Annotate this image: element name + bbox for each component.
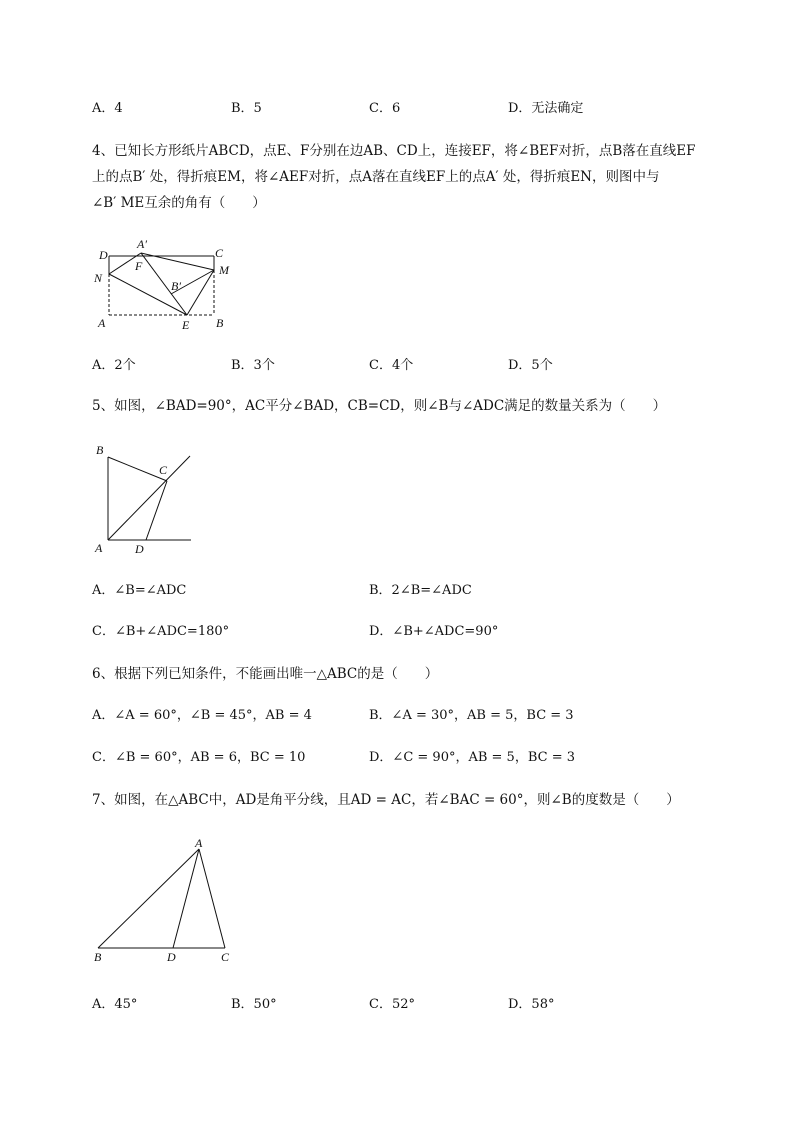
q7-label-c: C [221, 950, 230, 964]
q6-option-d: D．∠C = 90°，AB = 5，BC = 3 [369, 750, 576, 765]
q4-stem-line-2: 上的点B′ 处，得折痕EM，将∠AEF对折，点A落在直线EF上的点A′ 处，得折痕EN，则图中与 [92, 169, 660, 185]
q7-option-a: A．45° [92, 997, 138, 1012]
q4-stem-line-1: 4、已知长方形纸片ABCD，点E、F分别在边AB、CD上，连接EF，将∠BEF对折，点B落在直线EF [92, 143, 696, 159]
q4-option-b: B．3个 [231, 358, 275, 373]
q3-option-d: D．无法确定 [508, 101, 584, 116]
q4-label-b-prime: B′ [171, 279, 181, 293]
q6-option-c: C．∠B = 60°，AB = 6，BC = 10 [92, 750, 306, 765]
q4-label-c: C [215, 246, 224, 260]
q7-stem: 7、如图，在△ABC中，AD是角平分线，且AD = AC，若∠BAC = 60°，则∠B的度数是（ ） [92, 792, 680, 808]
q5-stem: 5、如图，∠BAD=90°，AC平分∠BAD，CB=CD，则∠B与∠ADC满足的数量关系为（ ） [92, 398, 667, 414]
q7-triangle-figure [88, 834, 240, 968]
q7-label-a: A [195, 836, 203, 850]
q5-label-b: B [96, 443, 104, 457]
q5-label-a: A [95, 541, 103, 555]
q4-label-a-prime: A′ [137, 237, 147, 251]
q7-label-d: D [167, 950, 176, 964]
q6-option-a: A．∠A = 60°，∠B = 45°，AB = 4 [92, 708, 312, 723]
q5-angle-bisector-figure [88, 438, 200, 560]
q4-option-a: A．2个 [92, 358, 136, 373]
q4-option-c: C．4个 [369, 358, 414, 373]
q4-label-n: N [94, 271, 103, 285]
q5-option-d: D．∠B+∠ADC=90° [369, 624, 499, 639]
q7-option-b: B．50° [231, 997, 277, 1012]
q3-option-b: B．5 [231, 101, 262, 116]
q7-label-b: B [94, 950, 102, 964]
q7-option-c: C．52° [369, 997, 415, 1012]
q4-rectangle-fold-figure [88, 234, 248, 334]
q5-option-b: B．2∠B=∠ADC [369, 583, 472, 598]
q4-label-m: M [219, 263, 229, 277]
q5-option-a: A．∠B=∠ADC [92, 583, 187, 598]
q3-option-c: C．6 [369, 101, 401, 116]
q5-label-d: D [135, 542, 144, 556]
q4-option-d: D．5个 [508, 358, 553, 373]
q3-option-a: A．4 [92, 101, 123, 116]
q5-option-c: C．∠B+∠ADC=180° [92, 624, 230, 639]
q4-label-b: B [216, 316, 224, 330]
q5-label-c: C [159, 463, 168, 477]
q4-label-f: F [135, 259, 143, 273]
q4-label-e: E [182, 318, 190, 332]
q4-label-a: A [98, 316, 106, 330]
q4-label-d: D [99, 248, 108, 262]
q6-option-b: B．∠A = 30°，AB = 5，BC = 3 [369, 708, 574, 723]
q4-stem-line-3: ∠B′ ME互余的角有（ ） [92, 195, 266, 211]
q7-option-d: D．58° [508, 997, 555, 1012]
q6-stem: 6、根据下列已知条件，不能画出唯一△ABC的是（ ） [92, 666, 439, 682]
